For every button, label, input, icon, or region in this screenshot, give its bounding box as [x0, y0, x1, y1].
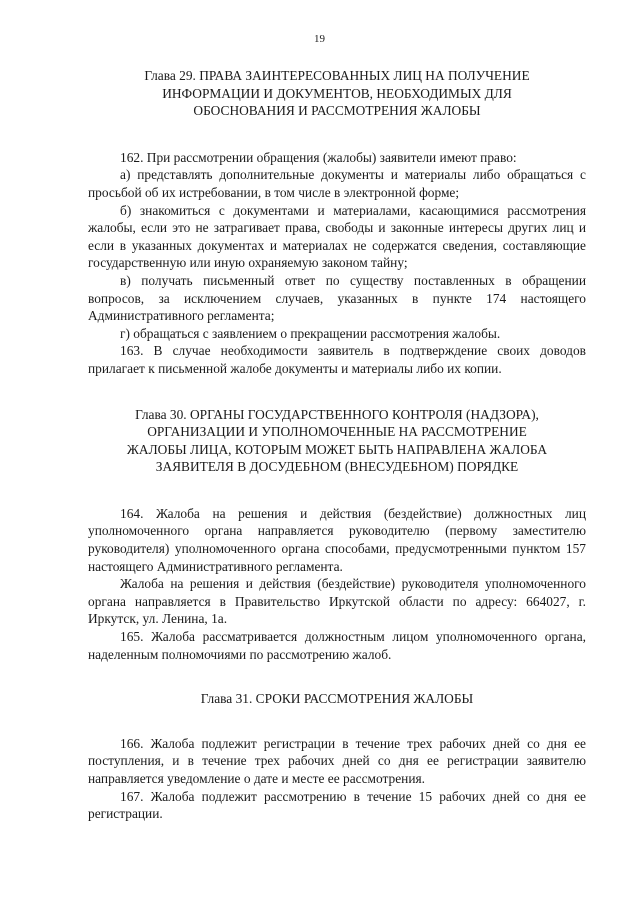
paragraph-162-v: в) получать письменный ответ по существу поставленных в обращении вопросов, за исключением случаев, указанных в пункте 174 настоящего Административного регламента;: [88, 272, 586, 324]
paragraph-162: 162. При рассмотрении обращения (жалобы) заявители имеют право:: [120, 149, 517, 165]
chapter-30-heading-line: ОРГАНИЗАЦИИ И УПОЛНОМОЧЕННЫЕ НА РАССМОТРЕНИЕ: [147, 424, 527, 440]
chapter-30-heading-line: ЖАЛОБЫ ЛИЦА, КОТОРЫМ МОЖЕТ БЫТЬ НАПРАВЛЕНА ЖАЛОБА: [126, 441, 548, 457]
paragraph-167: 167. Жалоба подлежит рассмотрению в течение 15 рабочих дней со дня ее регистрации.: [88, 788, 586, 822]
chapter-30-heading-line: Глава 30. ОРГАНЫ ГОСУДАРСТВЕННОГО КОНТРОЛЯ (НАДЗОРА),: [135, 406, 539, 422]
paragraph-162-a: а) представлять дополнительные документы и материалы либо обращаться с просьбой об их истребовании, в том числе в электронной форме;: [88, 167, 586, 200]
chapter-29-heading-line: Глава 29. ПРАВА ЗАИНТЕРЕСОВАННЫХ ЛИЦ НА ПОЛУЧЕНИЕ: [144, 68, 530, 83]
paragraph-164-government: Жалоба на решения и действия (бездействие) руководителя уполномоченного органа направляется в Правительство Иркутской области по адресу: 664027, г. Иркутск, ул. Ленина, 1а.: [88, 576, 586, 627]
paragraph-162-g: г) обращаться с заявлением о прекращении рассмотрения жалобы.: [120, 325, 501, 341]
paragraph-164: 164. Жалоба на решения и действия (бездействие) должностных лиц уполномоченного органа направляется руководителю (первому заместителю руководителя) уполномоченного органа способами, предусмотренными пунктом 157 настоящего Административного регламента.: [88, 505, 586, 574]
chapter-29-heading-line: ОБОСНОВАНИЯ И РАССМОТРЕНИЯ ЖАЛОБЫ: [193, 103, 481, 119]
document-body: [88, 67, 586, 823]
chapter-29-heading: [88, 67, 586, 120]
chapter-30-heading: [88, 406, 586, 476]
paragraph-162-b: б) знакомиться с документами и материалами, касающимися рассмотрения жалобы, если это не затрагивает права, свободы и законные интересы других лиц и если в указанных документах и материалах не содержатся сведения, составляющие государственную или иную охраняемую законом тайну;: [88, 202, 586, 271]
page-number: 19: [314, 33, 325, 45]
paragraph-165: 165. Жалоба рассматривается должностным лицом уполномоченного органа, наделенным полномочиями по рассмотрению жалоб.: [88, 629, 586, 662]
chapter-31-heading: [88, 690, 586, 708]
paragraph-166: 166. Жалоба подлежит регистрации в течение трех рабочих дней со дня ее поступления, и в течение трех рабочих дней со дня ее регистрации заявителю направляется уведомление о дате и месте ее рассмотрения.: [88, 735, 586, 786]
chapter-29-heading-line: ИНФОРМАЦИИ И ДОКУМЕНТОВ, НЕОБХОДИМЫХ ДЛЯ: [162, 85, 512, 101]
chapter-30-heading-line: ЗАЯВИТЕЛЯ В ДОСУДЕБНОМ (ВНЕСУДЕБНОМ) ПОРЯДКЕ: [155, 459, 519, 475]
paragraph-163: 163. В случае необходимости заявитель в подтверждение своих доводов прилагает к письменной жалобе документы и материалы либо их копии.: [88, 343, 586, 376]
chapter-31-heading-line: Глава 31. СРОКИ РАССМОТРЕНИЯ ЖАЛОБЫ: [200, 691, 474, 707]
